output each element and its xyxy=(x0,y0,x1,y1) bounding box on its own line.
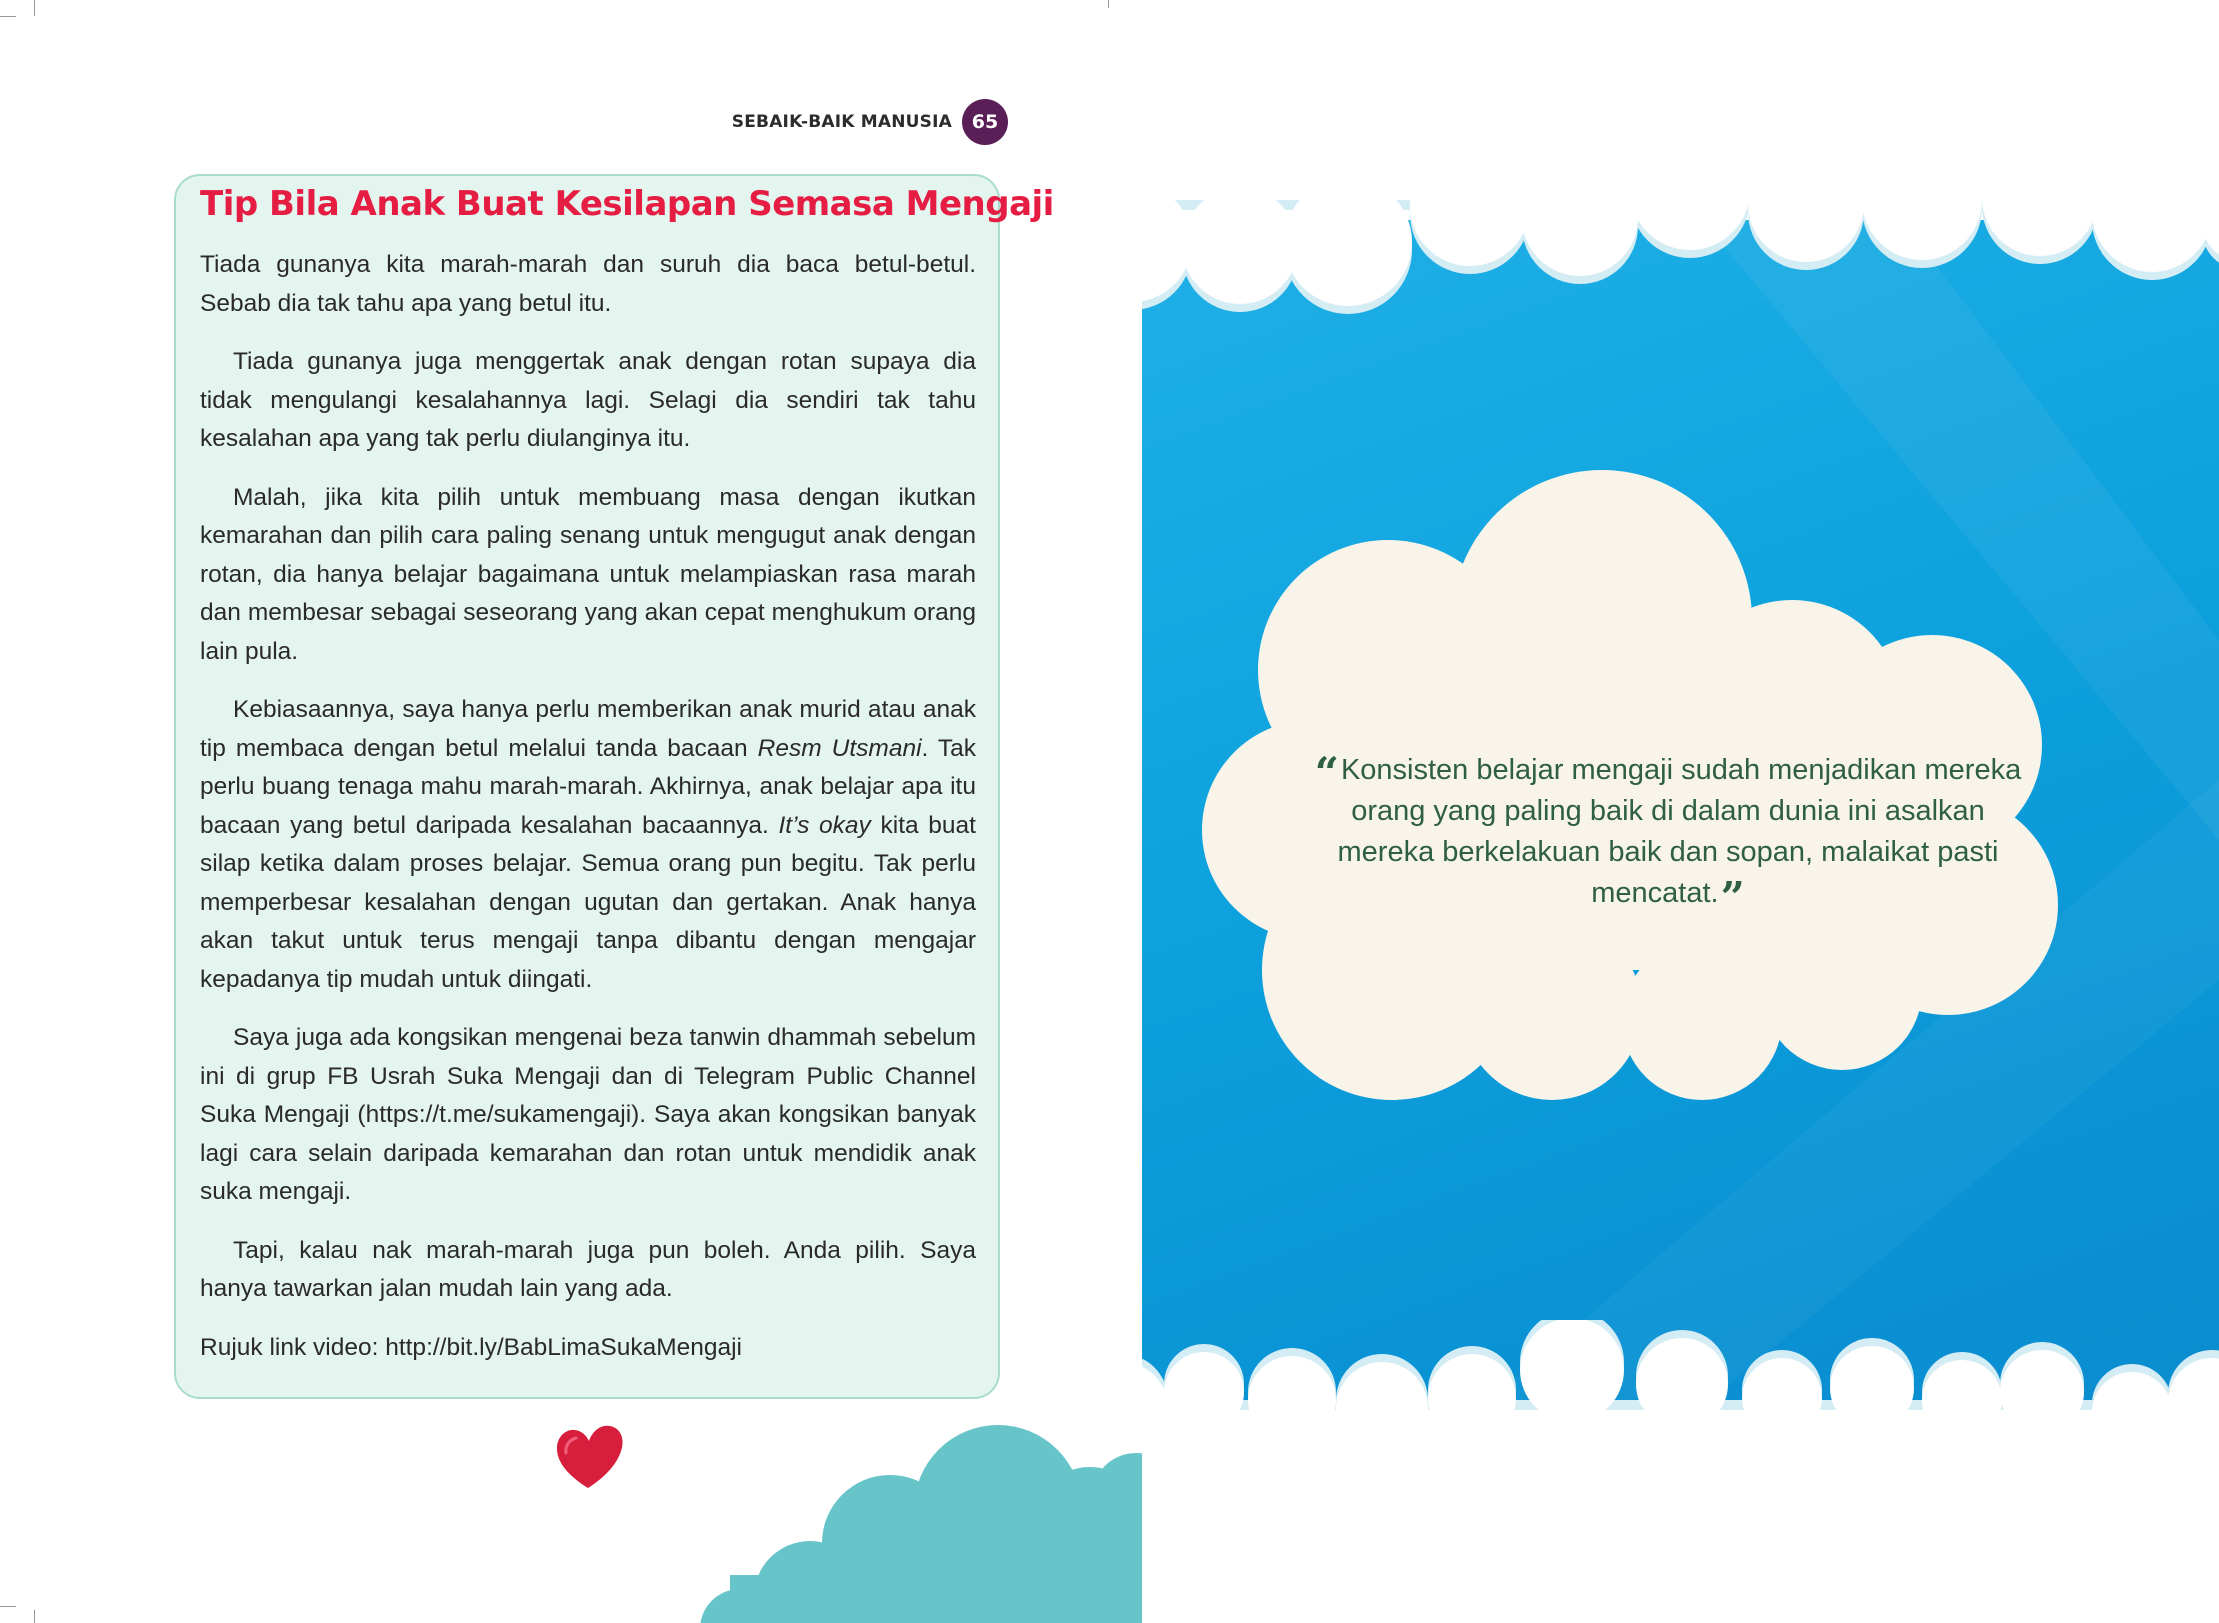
paragraph-5: Saya juga ada kongsikan mengenai beza tanwin dhammah sebelum ini di grup FB Usrah Suka Mengaji dan di Telegram Public Channel Suka Mengaji (https://t.me/sukamengaji). Saya akan kongsikan banyak lagi cara selain daripada kemarahan dan rotan untuk mendidik anak suka mengaji. xyxy=(200,1024,976,1205)
crop-mark xyxy=(0,16,16,17)
crop-mark xyxy=(34,0,35,16)
paragraph-4-text: kita buat silap ketika dalam proses belajar. Semua orang pun begitu. Tak perlu memperbesar kesalahan dengan ugutan dan gertakan. Anak hanya akan takut untuk terus mengaji tanpa dibantu dengan mengajar kepadanya tip mudah untuk diingati. xyxy=(200,811,976,993)
page-number-badge: 65 xyxy=(962,99,1008,145)
paragraph-1: Tiada gunanya kita marah-marah dan suruh dia baca betul-betul. Sebab dia tak tahu apa yang betul itu. xyxy=(200,251,976,317)
paragraph-4 xyxy=(200,691,976,999)
paragraph-4-italic: It’s okay xyxy=(778,811,871,839)
running-title: SEBAIK-BAIK MANUSIA xyxy=(731,112,952,132)
right-page xyxy=(1142,0,2219,1623)
paragraph-6: Tapi, kalau nak marah-marah juga pun boleh. Anda pilih. Saya hanya tawarkan jalan mudah lain yang ada. xyxy=(200,1236,976,1302)
paragraph-4-text: Kebiasaannya, saya hanya perlu memberikan anak murid atau anak tip membaca dengan betul melalui tanda bacaan xyxy=(200,696,976,762)
tip-title: Tip Bila Anak Buat Kesilapan Semasa Mengaji xyxy=(200,184,1054,224)
crop-mark xyxy=(0,1606,16,1607)
quote-text: Konsisten belajar mengaji sudah menjadikan mereka orang yang paling baik di dalam dunia ini asalkan mereka berkelakuan baik dan sopan, malaikat pasti mencatat. xyxy=(1337,754,2022,909)
video-link-text: Rujuk link video: http://bit.ly/BabLimaSukaMengaji xyxy=(200,1333,743,1361)
paragraph-4-italic: Resm Utsmani xyxy=(757,734,922,762)
quote-text-block xyxy=(1308,748,2028,922)
crop-mark xyxy=(1108,0,1109,8)
paragraph-2: Tiada gunanya juga menggertak anak dengan rotan supaya dia tidak mengulangi kesalahannya lagi. Selagi dia sendiri tak tahu kesalahan apa yang tak perlu diulanginya itu. xyxy=(200,348,976,452)
tip-body xyxy=(200,246,976,1367)
close-quote-mark: ” xyxy=(1720,873,1745,922)
running-head xyxy=(732,100,1008,144)
paragraph-4-text: . Tak perlu buang tenaga mahu marah-marah. Akhirnya, anak belajar apa itu bacaan yang betul daripada kesalahan bacaannya. xyxy=(200,734,977,839)
heart-icon xyxy=(552,1420,626,1494)
teal-cloud-decoration xyxy=(700,1425,1142,1623)
tip-box xyxy=(174,174,1054,1399)
open-quote-mark: “ xyxy=(1314,748,1339,797)
paragraph-3: Malah, jika kita pilih untuk membuang masa dengan ikutkan kemarahan dan pilih cara paling senang untuk mengugut anak dengan rotan, dia hanya belajar bagaimana untuk melampiaskan rasa marah dan membesar sebagai seseorang yang akan cepat menghukum orang lain pula. xyxy=(200,483,976,665)
crop-mark xyxy=(34,1610,35,1623)
